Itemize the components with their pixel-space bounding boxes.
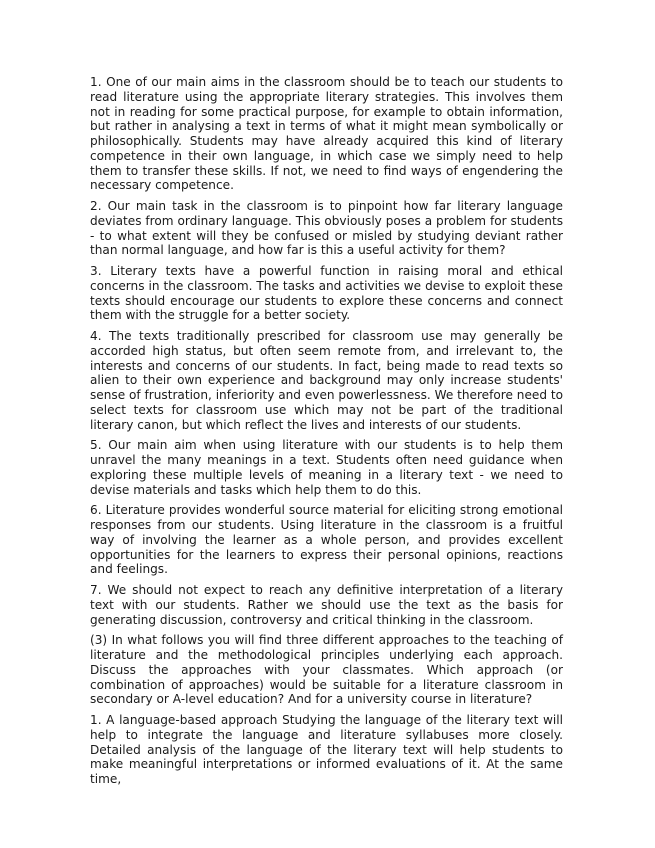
paragraph-language-based-approach: 1. A language-based approach Studying the language of the literary text will help to integrate the language and literature syllabuses more closely. Detailed analysis of the language of the literary text will help students to make meaningful interpretations or informed evaluations of it. At the same time, <box>90 713 563 786</box>
paragraph-4: 4. The texts traditionally prescribed for classroom use may generally be accorded high status, but often seem remote from, and irrelevant to, the interests and concerns of our students. In fact, being made to read texts so alien to their own experience and background may only increase students' sense of frustration, inferiority and even powerlessness. We therefore need to select texts for classroom use which may not be part of the traditional literary canon, but which reflect the lives and interests of our students. <box>90 329 563 432</box>
paragraph-task-3: (3) In what follows you will find three different approaches to the teaching of literature and the methodological principles underlying each approach. Discuss the approaches with your classmates. Which approach (or combination of approaches) would be suitable for a literature classroom in secondary or A-level education? And for a university course in literature? <box>90 633 563 707</box>
paragraph-1: 1. One of our main aims in the classroom should be to teach our students to read literature using the appropriate literary strategies. This involves them not in reading for some practical purpose, for example to obtain information, but rather in analysing a text in terms of what it might mean symbolically or philosophically. Students may have already acquired this kind of literary competence in their own language, in which case we simply need to help them to transfer these skills. If not, we need to find ways of engendering the necessary competence. <box>90 75 563 193</box>
paragraph-3: 3. Literary texts have a powerful function in raising moral and ethical concerns in the classroom. The tasks and activities we devise to exploit these texts should encourage our students to explore these concerns and connect them with the struggle for a better society. <box>90 264 563 323</box>
paragraph-5: 5. Our main aim when using literature with our students is to help them unravel the many meanings in a text. Students often need guidance when exploring these multiple levels of meaning in a literary text - we need to devise materials and tasks which help them to do this. <box>90 438 563 497</box>
paragraph-7: 7. We should not expect to reach any definitive interpretation of a literary text with our students. Rather we should use the text as the basis for generating discussion, controversy and critical thinking in the classroom. <box>90 583 563 627</box>
document-page <box>90 75 563 793</box>
paragraph-6: 6. Literature provides wonderful source material for eliciting strong emotional responses from our students. Using literature in the classroom is a fruitful way of involving the learner as a whole person, and provides excellent opportunities for the learners to express their personal opinions, reactions and feelings. <box>90 503 563 577</box>
paragraph-2: 2. Our main task in the classroom is to pinpoint how far literary language deviates from ordinary language. This obviously poses a problem for students - to what extent will they be confused or misled by studying deviant rather than normal language, and how far is this a useful activity for them? <box>90 199 563 258</box>
